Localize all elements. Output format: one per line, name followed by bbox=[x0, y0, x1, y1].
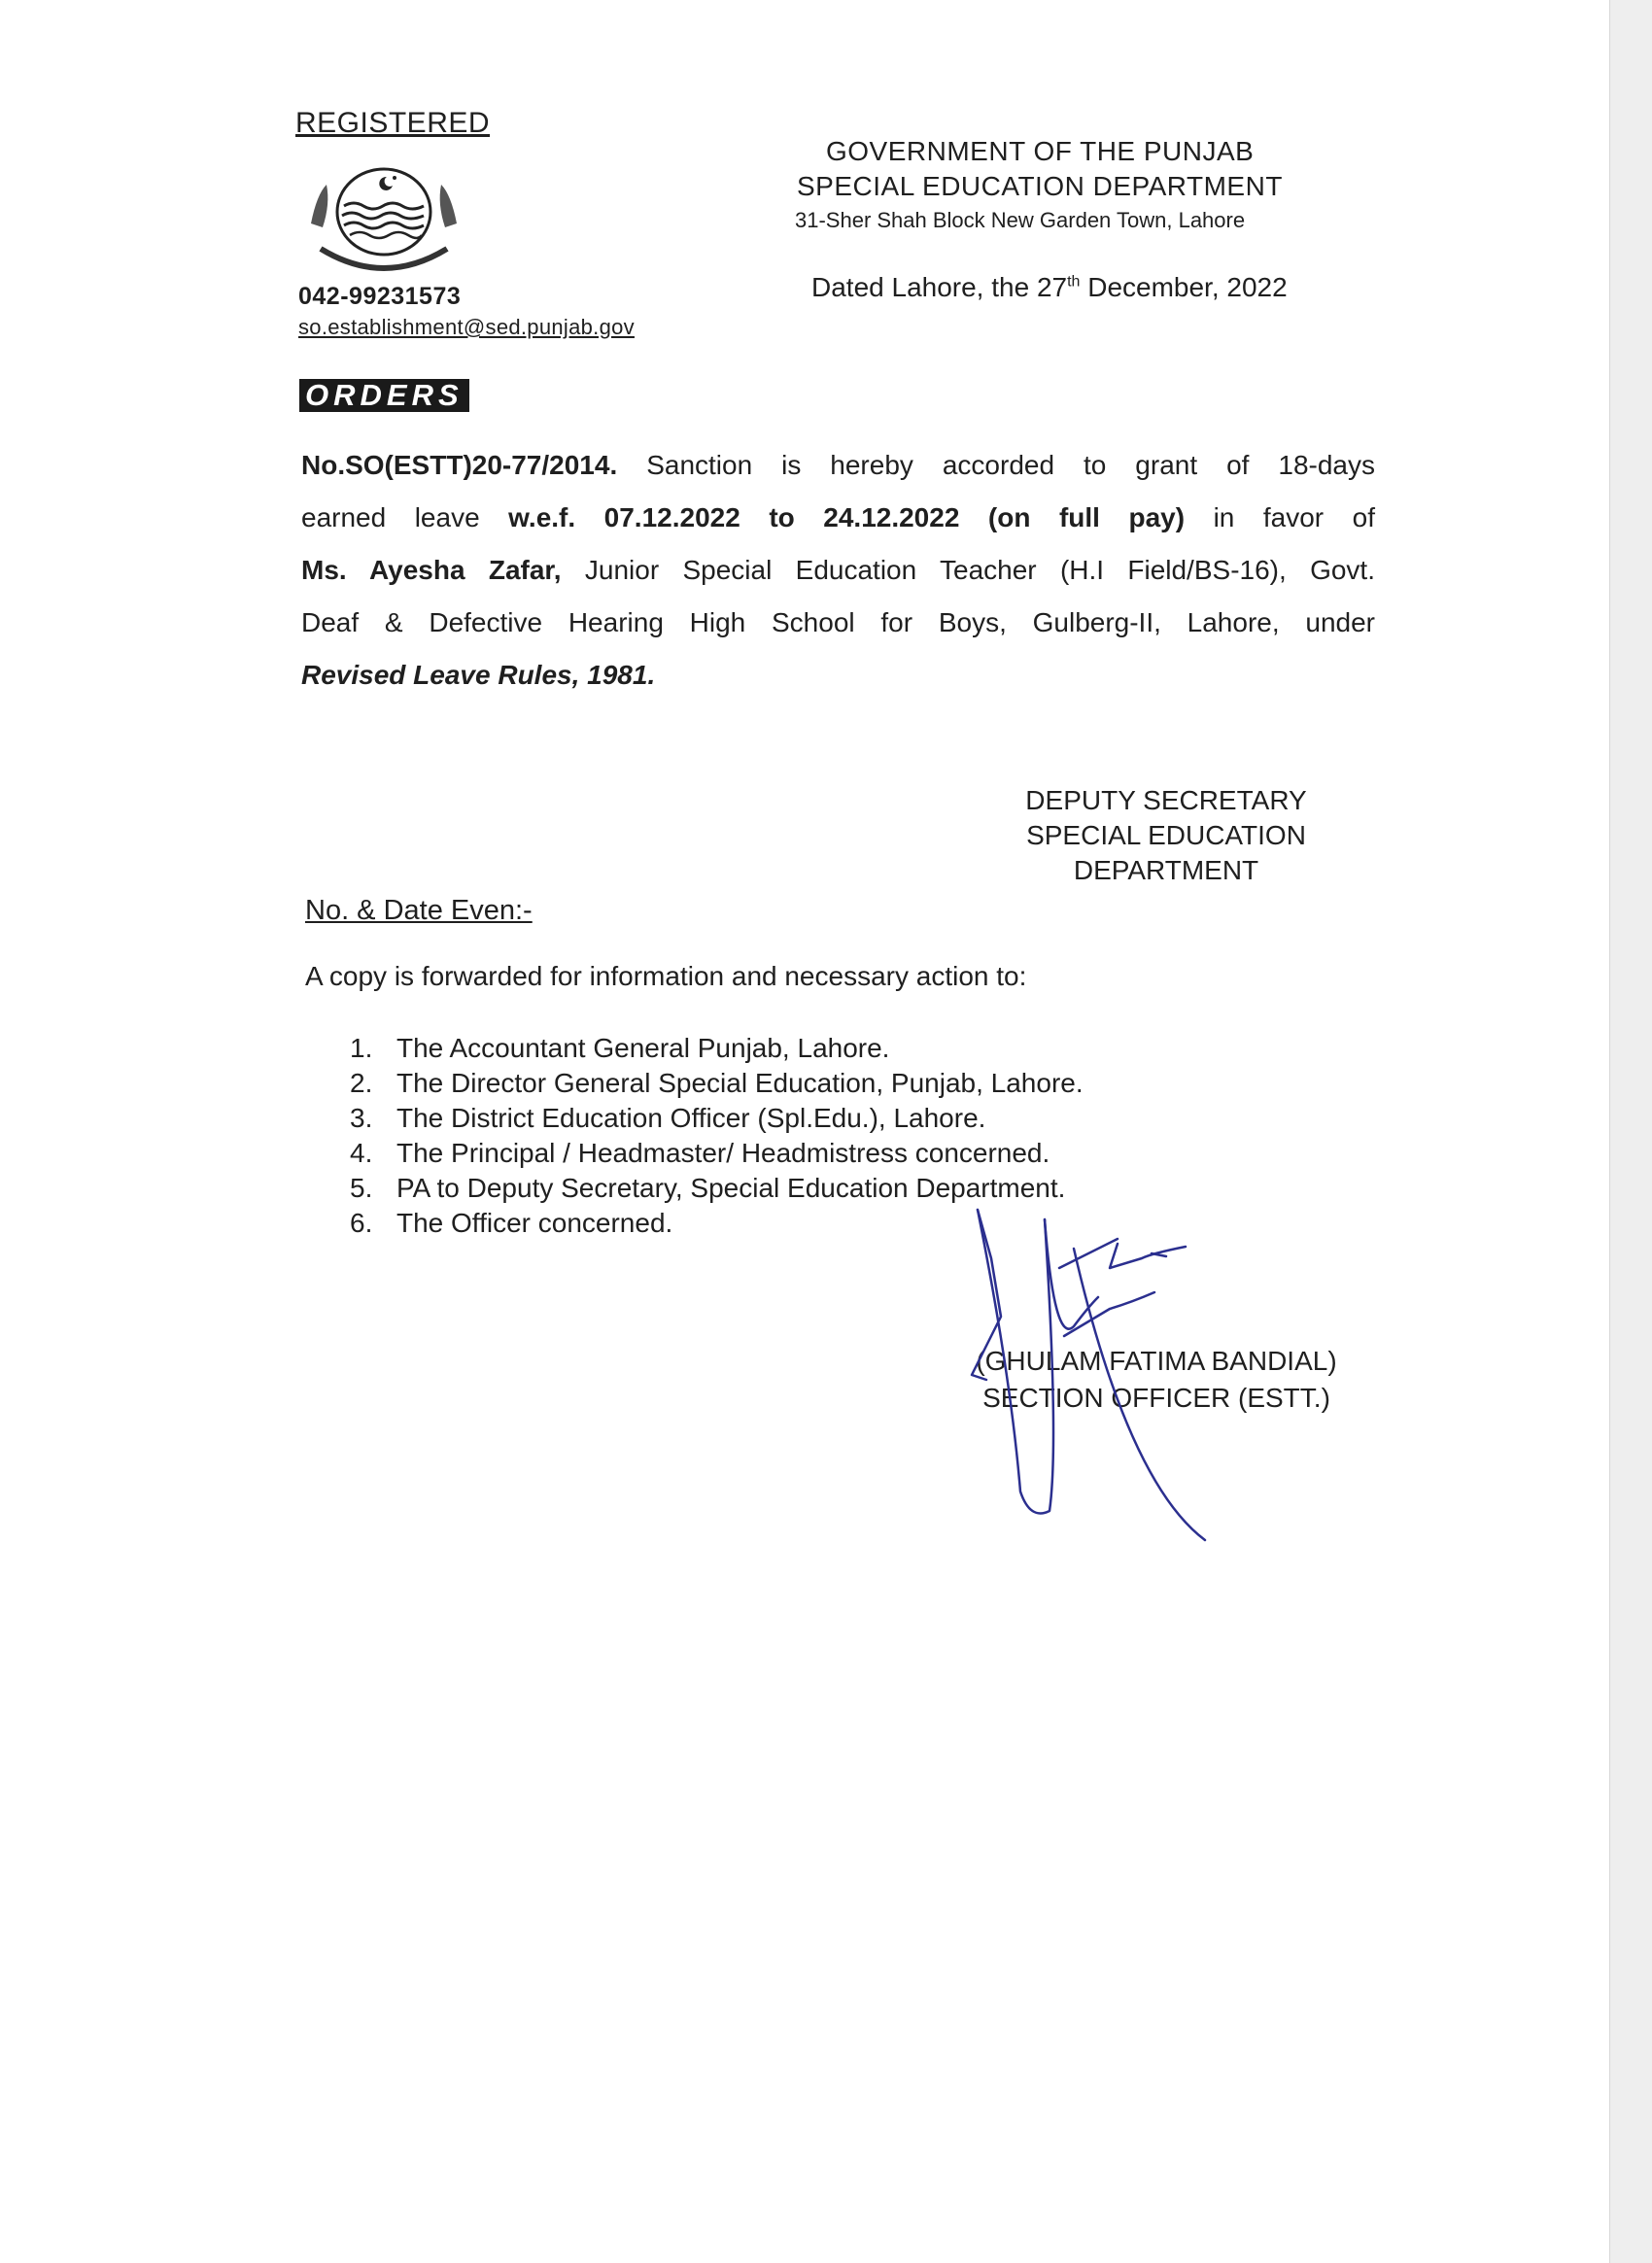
leave-period: w.e.f. 07.12.2022 to 24.12.2022 (on full pay) bbox=[508, 502, 1186, 532]
signatory-line: DEPARTMENT bbox=[1073, 855, 1259, 885]
dated-line bbox=[811, 272, 1288, 303]
phone-number: 042-99231573 bbox=[298, 283, 462, 310]
officer-name: (GHULAM FATIMA BANDIAL) bbox=[976, 1346, 1337, 1376]
dated-ordinal: th bbox=[1067, 273, 1081, 291]
list-item bbox=[350, 1031, 1084, 1066]
order-line-4: Deaf & Defective Hearing High School for Boys, Gulberg-II, Lahore, under bbox=[301, 607, 1375, 637]
employee-name: Ms. Ayesha Zafar, bbox=[301, 555, 562, 585]
svg-text:~~~: ~~~ bbox=[371, 255, 396, 265]
list-number: 1. bbox=[350, 1033, 373, 1063]
order-text: in favor of bbox=[1185, 502, 1375, 532]
order-paragraph bbox=[301, 439, 1375, 702]
order-line-5 bbox=[301, 649, 1375, 702]
order-line-3 bbox=[301, 544, 1375, 597]
recipient-text: The Director General Special Education, Punjab, Lahore. bbox=[396, 1068, 1084, 1098]
list-number: 4. bbox=[350, 1138, 373, 1168]
order-reference-number: No.SO(ESTT)20-77/2014. bbox=[301, 450, 618, 480]
list-item bbox=[350, 1066, 1084, 1101]
deputy-secretary-block bbox=[972, 783, 1360, 888]
copy-forwarded-text: A copy is forwarded for information and necessary action to: bbox=[305, 961, 1027, 991]
list-item bbox=[350, 1101, 1084, 1136]
order-text: earned leave bbox=[301, 502, 509, 532]
government-title: GOVERNMENT OF THE PUNJAB bbox=[826, 136, 1255, 166]
recipient-text: The District Education Officer (Spl.Edu.), Lahore. bbox=[396, 1103, 986, 1133]
department-title: SPECIAL EDUCATION DEPARTMENT bbox=[797, 171, 1283, 201]
list-number: 5. bbox=[350, 1173, 373, 1203]
email-link[interactable]: so.establishment@sed.punjab.gov bbox=[298, 315, 635, 339]
order-line-2 bbox=[301, 492, 1375, 544]
handwritten-signature-icon bbox=[943, 1200, 1234, 1550]
signatory-line: SPECIAL EDUCATION bbox=[1026, 820, 1306, 850]
list-number: 2. bbox=[350, 1068, 373, 1098]
recipient-text: PA to Deputy Secretary, Special Education Department. bbox=[396, 1173, 1066, 1203]
signatory-line: DEPUTY SECRETARY bbox=[1025, 785, 1307, 815]
officer-title: SECTION OFFICER (ESTT.) bbox=[982, 1383, 1330, 1413]
orders-heading: ORDERS bbox=[299, 379, 469, 412]
no-and-date-even: No. & Date Even:- bbox=[305, 895, 533, 926]
dated-suffix: December, 2022 bbox=[1080, 272, 1288, 302]
list-item bbox=[350, 1136, 1084, 1171]
order-text: Junior Special Education Teacher (H.I Field/BS-16), Govt. bbox=[561, 555, 1375, 585]
order-text: Sanction is hereby accorded to grant of 18-days bbox=[617, 450, 1375, 480]
department-address: 31-Sher Shah Block New Garden Town, Lahore bbox=[795, 208, 1246, 232]
list-number: 3. bbox=[350, 1103, 373, 1133]
recipient-text: The Principal / Headmaster/ Headmistress concerned. bbox=[396, 1138, 1050, 1168]
leave-rules-reference: Revised Leave Rules, 1981. bbox=[301, 660, 656, 690]
order-line-1 bbox=[301, 439, 1375, 492]
dated-prefix: Dated Lahore, the 27 bbox=[811, 272, 1068, 302]
recipient-text: The Accountant General Punjab, Lahore. bbox=[396, 1033, 890, 1063]
registered-label: REGISTERED bbox=[295, 107, 491, 139]
punjab-emblem-icon bbox=[301, 155, 466, 282]
list-number: 6. bbox=[350, 1208, 373, 1238]
recipient-text: The Officer concerned. bbox=[396, 1208, 673, 1238]
